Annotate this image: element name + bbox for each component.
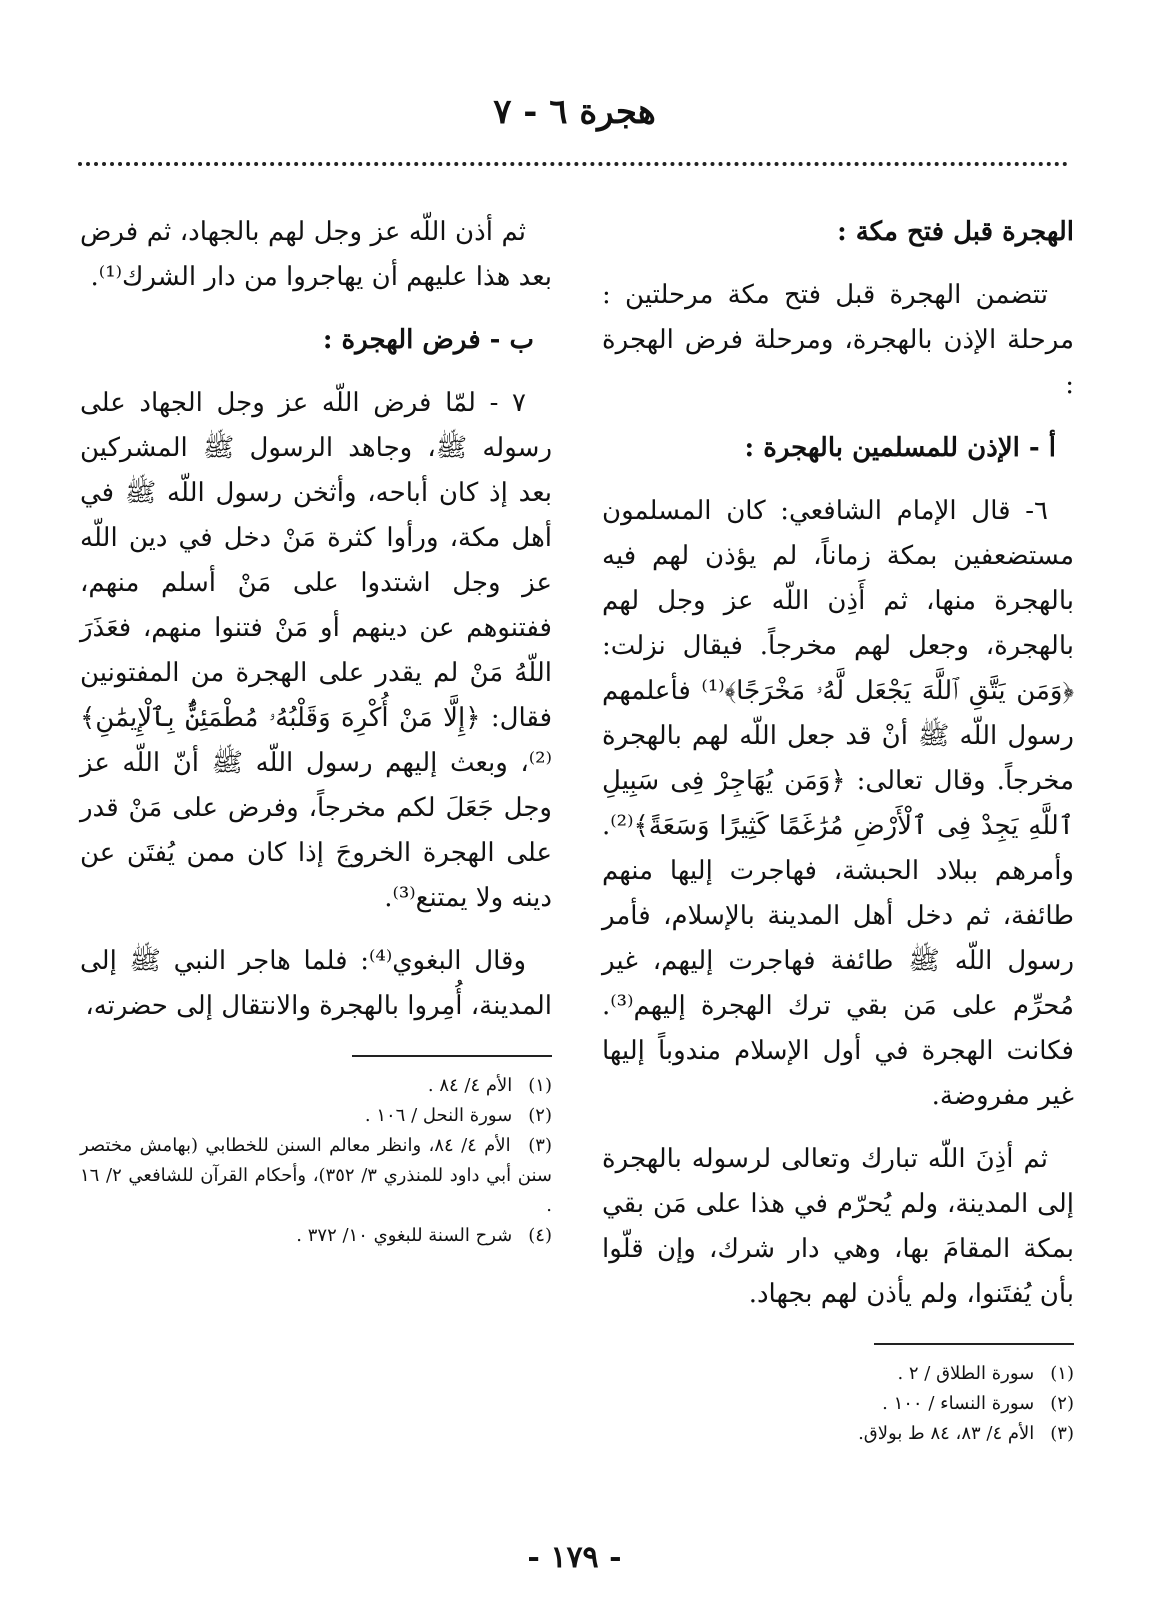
footnote	[80, 1101, 552, 1131]
footnote-number: (٤)	[528, 1225, 552, 1246]
footnote-number: (٢)	[528, 1105, 552, 1126]
footnote	[80, 1131, 552, 1221]
left-column	[80, 210, 552, 1251]
paragraph-baghawi: وقال البغوي⁽⁴⁾: فلما هاجر النبي ﷺ إلى المدينة، أُمِروا بالهجرة والانتقال إلى حضرته،	[80, 946, 552, 1021]
paragraph-permission-madina: ثم أذِنَ اللّه تبارك وتعالى لرسوله بالهجرة إلى المدينة، ولم يُحرّم في هذا على مَن بقي بمكة المقامَ بها، وهي دار شرك، وإن قلّوا بأن يُفتَنوا، ولم يأذن لهم بجهاد.	[602, 1144, 1074, 1309]
footnote	[80, 1071, 552, 1101]
footnote-text: شرح السنة للبغوي ١٠/ ٣٧٢ .	[296, 1225, 513, 1246]
footnote-number: (١)	[528, 1075, 552, 1096]
footnote	[602, 1419, 1074, 1449]
paragraph-6: ٦- قال الإمام الشافعي: كان المسلمون مستضعفين بمكة زماناً، لم يؤذن لهم فيه بالهجرة منها، ثم أَذِن اللّه عز وجل لهم بالهجرة، وجعل لهم مخرجاً. فيقال نزلت: ﴿وَمَن يَتَّقِ ٱللَّهَ يَجْعَل لَّهُۥ مَخْرَجًا﴾⁽¹⁾ فأعلمهم رسول اللّه ﷺ أنْ قد جعل اللّه لهم بالهجرة مخرجاً. وقال تعالى: ﴿وَمَن يُهَاجِرْ فِى سَبِيلِ ٱللَّهِ يَجِدْ فِى ٱلْأَرْضِ مُرَٰغَمًا كَثِيرًا وَسَعَةً﴾⁽²⁾. وأمرهم ببلاد الحبشة، فهاجرت إليها منهم طائفة، ثم دخل أهل المدينة بالإسلام، فأمر رسول اللّه ﷺ طائفة فهاجرت إليهم، غير مُحرِّم على مَن بقي ترك الهجرة إليهم⁽³⁾. فكانت الهجرة في أول الإسلام مندوباً إليها غير مفروضة.	[602, 496, 1074, 1111]
page-title: هجرة ٦ - ٧	[493, 92, 656, 132]
intro-paragraph: تتضمن الهجرة قبل فتح مكة مرحلتين : مرحلة الإذن بالهجرة، ومرحلة فرض الهجرة :	[602, 280, 1074, 400]
footnote-divider	[352, 1055, 552, 1057]
footnote-divider	[874, 1343, 1074, 1345]
footnote-number: (١)	[1050, 1363, 1074, 1384]
footnote-number: (٣)	[528, 1135, 552, 1156]
footnote-text: سورة الطلاق / ٢ .	[897, 1363, 1035, 1384]
page-number: - ١٧٩ -	[527, 1540, 622, 1575]
footnote-number: (٣)	[1050, 1423, 1074, 1444]
footnote-text: سورة النساء / ١٠٠ .	[882, 1393, 1035, 1414]
footnote-text: سورة النحل / ١٠٦ .	[364, 1105, 513, 1126]
footnote-text: الأم ٤/ ٨٤، وانظر معالم السنن للخطابي (بهامش مختصر سنن أبي داود للمنذري ٣/ ٣٥٢)، وأحكام القرآن للشافعي ٢/ ١٦ .	[80, 1135, 552, 1216]
header-divider	[78, 162, 1068, 166]
section-heading: الهجرة قبل فتح مكة :	[837, 217, 1074, 247]
right-column	[602, 210, 1074, 1449]
footnote-text: الأم ٤/ ٨٣، ٨٤ ط بولاق.	[858, 1423, 1035, 1444]
footnote	[602, 1359, 1074, 1389]
footnote-text: الأم ٤/ ٨٤ .	[427, 1075, 513, 1096]
paragraph-continuation: ثم أذن اللّه عز وجل لهم بالجهاد، ثم فرض بعد هذا عليهم أن يهاجروا من دار الشرك⁽¹⁾.	[80, 217, 552, 292]
footnote	[80, 1221, 552, 1251]
subheading-permission: أ - الإذن للمسلمين بالهجرة :	[744, 433, 1056, 463]
paragraph-7: ٧ - لمّا فرض اللّه عز وجل الجهاد على رسوله ﷺ، وجاهد الرسول ﷺ المشركين بعد إذ كان أباحه، وأثخن رسول اللّه ﷺ في أهل مكة، ورأوا كثرة مَنْ دخل في دين اللّه عز وجل اشتدوا على مَنْ أسلم منهم، ففتنوهم عن دينهم أو مَنْ فتنوا منهم، فعَذَرَ اللّهُ مَنْ لم يقدر على الهجرة من المفتونين فقال: ﴿إِلَّا مَنْ أُكْرِهَ وَقَلْبُهُۥ مُطْمَئِنٌّۢ بِٱلْإِيمَٰنِ﴾⁽²⁾، وبعث إليهم رسول اللّه ﷺ أنّ اللّه عز وجل جَعَلَ لكم مخرجاً، وفرض على مَنْ قدر على الهجرة الخروجَ إذا كان ممن يُفتَن عن دينه ولا يمتنع⁽³⁾.	[80, 388, 552, 913]
subheading-obligation: ب - فرض الهجرة :	[322, 325, 534, 355]
footnote	[602, 1389, 1074, 1419]
footnote-number: (٢)	[1050, 1393, 1074, 1414]
